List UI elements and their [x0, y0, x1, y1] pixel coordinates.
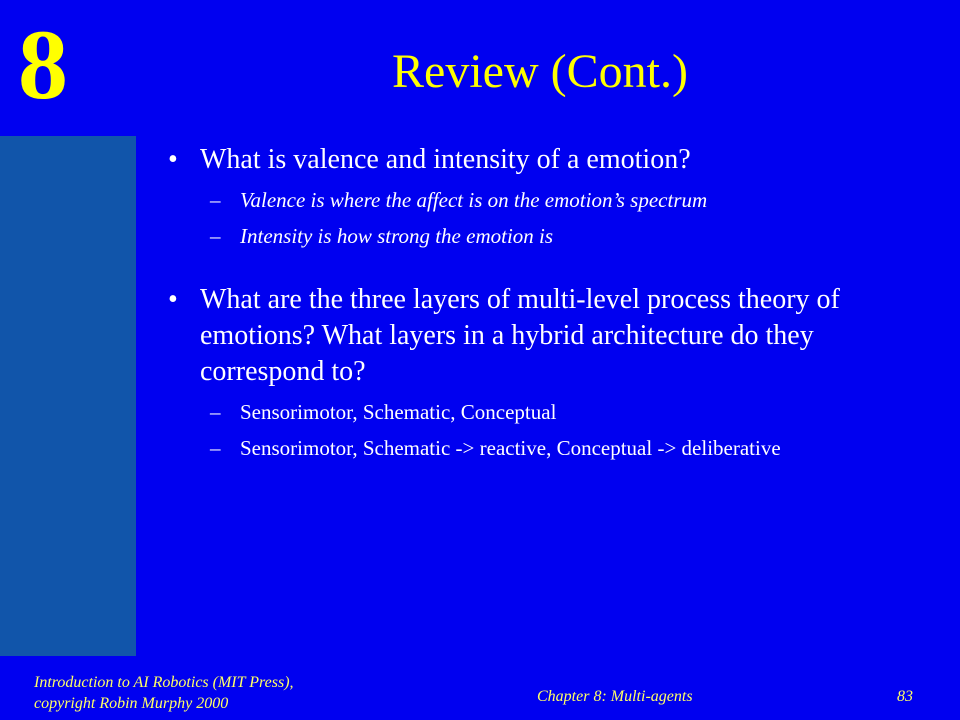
- sub-text: Sensorimotor, Schematic, Conceptual: [240, 400, 557, 424]
- footer-credit: [34, 672, 364, 714]
- bullet-glyph: •: [168, 284, 178, 315]
- bullet-item-1: [168, 142, 908, 178]
- sub-text: Sensorimotor, Schematic -> reactive, Conceptual -> deliberative: [240, 436, 781, 460]
- sub-glyph: –: [210, 436, 221, 460]
- footer-credit-line-1: Introduction to AI Robotics (MIT Press),: [34, 674, 294, 691]
- slide-content: [168, 142, 908, 462]
- sub-glyph: –: [210, 400, 221, 424]
- bullet-text: What are the three layers of multi-level process theory of emotions? What layers in a hybrid architecture do they correspond to?: [200, 284, 840, 387]
- sub-item: [168, 222, 908, 250]
- sub-glyph: –: [210, 188, 221, 212]
- sub-text: Intensity is how strong the emotion is: [240, 224, 554, 248]
- bullet-text: What is valence and intensity of a emotion?: [200, 144, 691, 175]
- sub-text: Valence is where the affect is on the emotion’s spectrum: [240, 188, 708, 212]
- chapter-number: 8: [18, 9, 68, 120]
- sub-item: [168, 434, 908, 462]
- sub-item: [168, 186, 908, 214]
- sub-item: [168, 398, 908, 426]
- side-panel-decoration: [0, 136, 136, 656]
- footer-chapter: Chapter 8: Multi-agents: [537, 688, 693, 705]
- footer-credit-line-2: copyright Robin Murphy 2000: [34, 695, 229, 712]
- sub-glyph: –: [210, 224, 221, 248]
- bullet-item-2: [168, 282, 908, 390]
- bullet-glyph: •: [168, 144, 178, 175]
- page-number: 83: [897, 688, 913, 705]
- slide-title: Review (Cont.): [392, 45, 688, 98]
